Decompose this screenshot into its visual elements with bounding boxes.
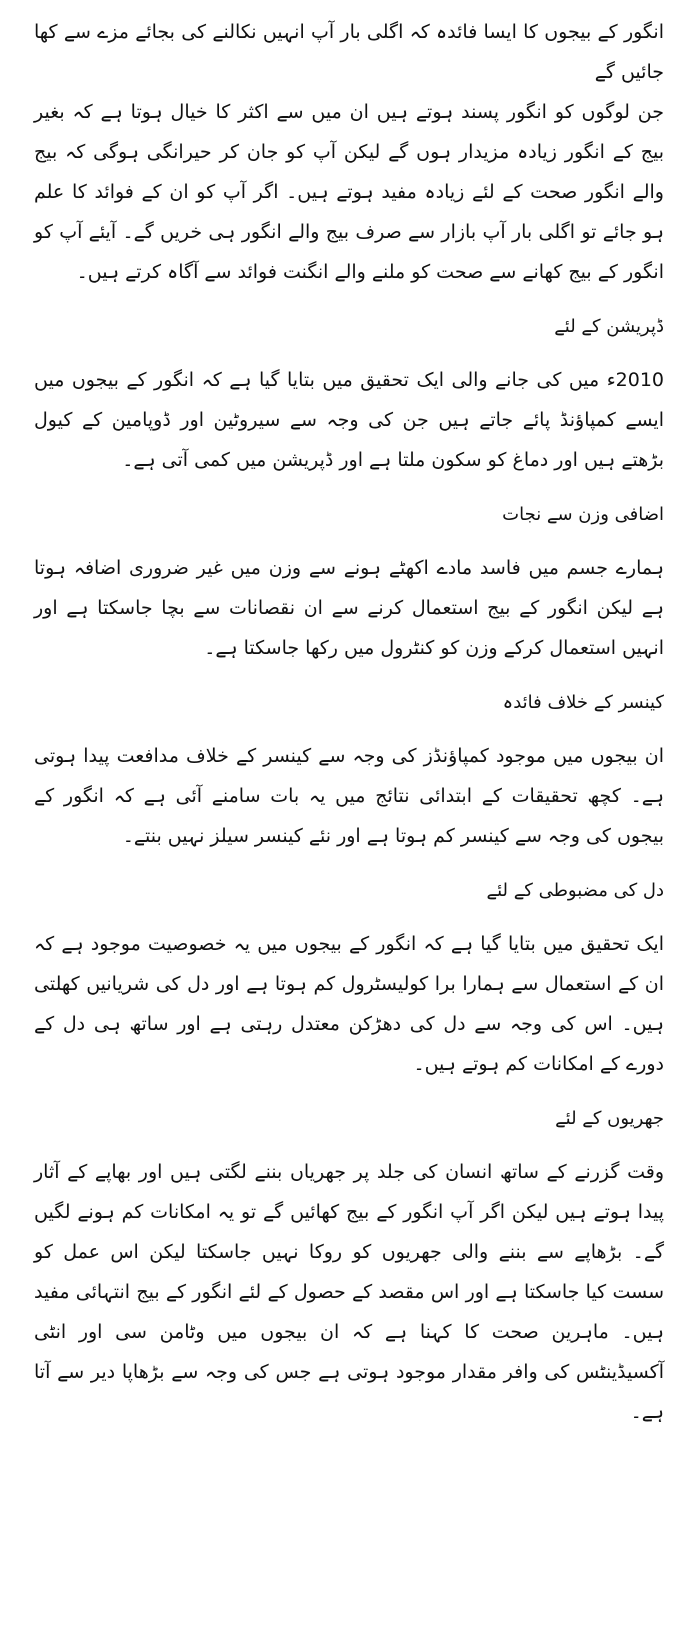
- intro-paragraph: جن لوگوں کو انگور پسند ہوتے ہیں ان میں سے اکثر کا خیال ہوتا ہے کہ بغیر بیج کے انگور زیادہ مزیدار ہوں گے لیکن آپ کو جان کر حیرانگی ہوگی کہ بیج والے انگور صحت کے لئے زیادہ مفید ہوتے ہیں۔ اگر آپ کو ان کے فوائد کا علم ہو جائے تو اگلی بار آپ بازار سے صرف بیج والے انگور ہی خریں گے۔ آیئے آپ کو انگور کے بیج کھانے سے صحت کو ملنے والے انگنت فوائد سے آگاہ کرتے ہیں۔: [34, 101, 664, 283]
- section-heading-weight: اضافی وزن سے نجات: [502, 504, 664, 525]
- section-body-cancer: ان بیجوں میں موجود کمپاؤنڈز کی وجہ سے کینسر کے خلاف مدافعت پیدا ہوتی ہے۔ کچھ تحقیقات کے ابتدائی نتائج میں یہ بات سامنے آئی ہے کہ انگور کے بیجوں کی وجہ سے کینسر کم ہوتا ہے اور نئے کینسر سیلز نہیں بنتے۔: [34, 745, 664, 847]
- section-heading-heart: دل کی مضبوطی کے لئے: [486, 880, 664, 901]
- section-body-heart: ایک تحقیق میں بتایا گیا ہے کہ انگور کے بیجوں میں یہ خصوصیت موجود ہے کہ ان کے استعمال سے ہمارا برا کولیسٹرول کم ہوتا ہے اور دل کی شریانیں کھلتی ہیں۔ اس کی وجہ سے دل کی دھڑکن معتدل رہتی ہے اور ساتھ ہی دل کے دورے کے امکانات کم ہوتے ہیں۔: [34, 933, 664, 1075]
- section-heading-wrinkles: جھریوں کے لئے: [555, 1108, 664, 1129]
- section-body-weight: ہمارے جسم میں فاسد مادے اکھٹے ہونے سے وزن میں غیر ضروری اضافہ ہوتا ہے لیکن انگور کے بیج استعمال کرنے سے ان نقصانات سے بچا جاسکتا ہے اور انہیں استعمال کرکے وزن کو کنٹرول میں رکھا جاسکتا ہے۔: [34, 557, 664, 659]
- section-heading-depression: ڈپریشن کے لئے: [554, 316, 664, 337]
- section-body-depression: 2010ء میں کی جانے والی ایک تحقیق میں بتایا گیا ہے کہ انگور کے بیجوں میں ایسے کمپاؤنڈ پائے جاتے ہیں جن کی وجہ سے سیروٹین اور ڈوپامین کے کیول بڑھتے ہیں اور دماغ کو سکون ملتا ہے اور ڈپریشن میں کمی آتی ہے۔: [34, 369, 664, 471]
- section-heading-cancer: کینسر کے خلاف فائدہ: [502, 692, 664, 713]
- intro-title: انگور کے بیجوں کا ایسا فائدہ کہ اگلی بار آپ انہیں نکالنے کی بجائے مزے سے کھا جائیں گے: [34, 21, 664, 83]
- section-body-wrinkles: وقت گزرنے کے ساتھ انسان کی جلد پر جھریاں بننے لگتی ہیں اور بھاپے کے آثار پیدا ہوتے ہیں لیکن اگر آپ انگور کے بیج کھائیں گے تو یہ امکانات کم ہونے لگیں گے۔ بڑھاپے سے بننے والی جھریوں کو روکا نہیں جاسکتا لیکن اس عمل کو سست کیا جاسکتا ہے اور اس مقصد کے حصول کے لئے انگور کے بیج انتہائی مفید ہیں۔ ماہرین صحت کا کہنا ہے کہ ان بیجوں میں وٹامن سی اور انٹی آکسیڈینٹس کی وافر مقدار موجود ہوتی ہے جس کی وجہ سے بڑھاپا دیر سے آتا ہے۔: [34, 1161, 664, 1423]
